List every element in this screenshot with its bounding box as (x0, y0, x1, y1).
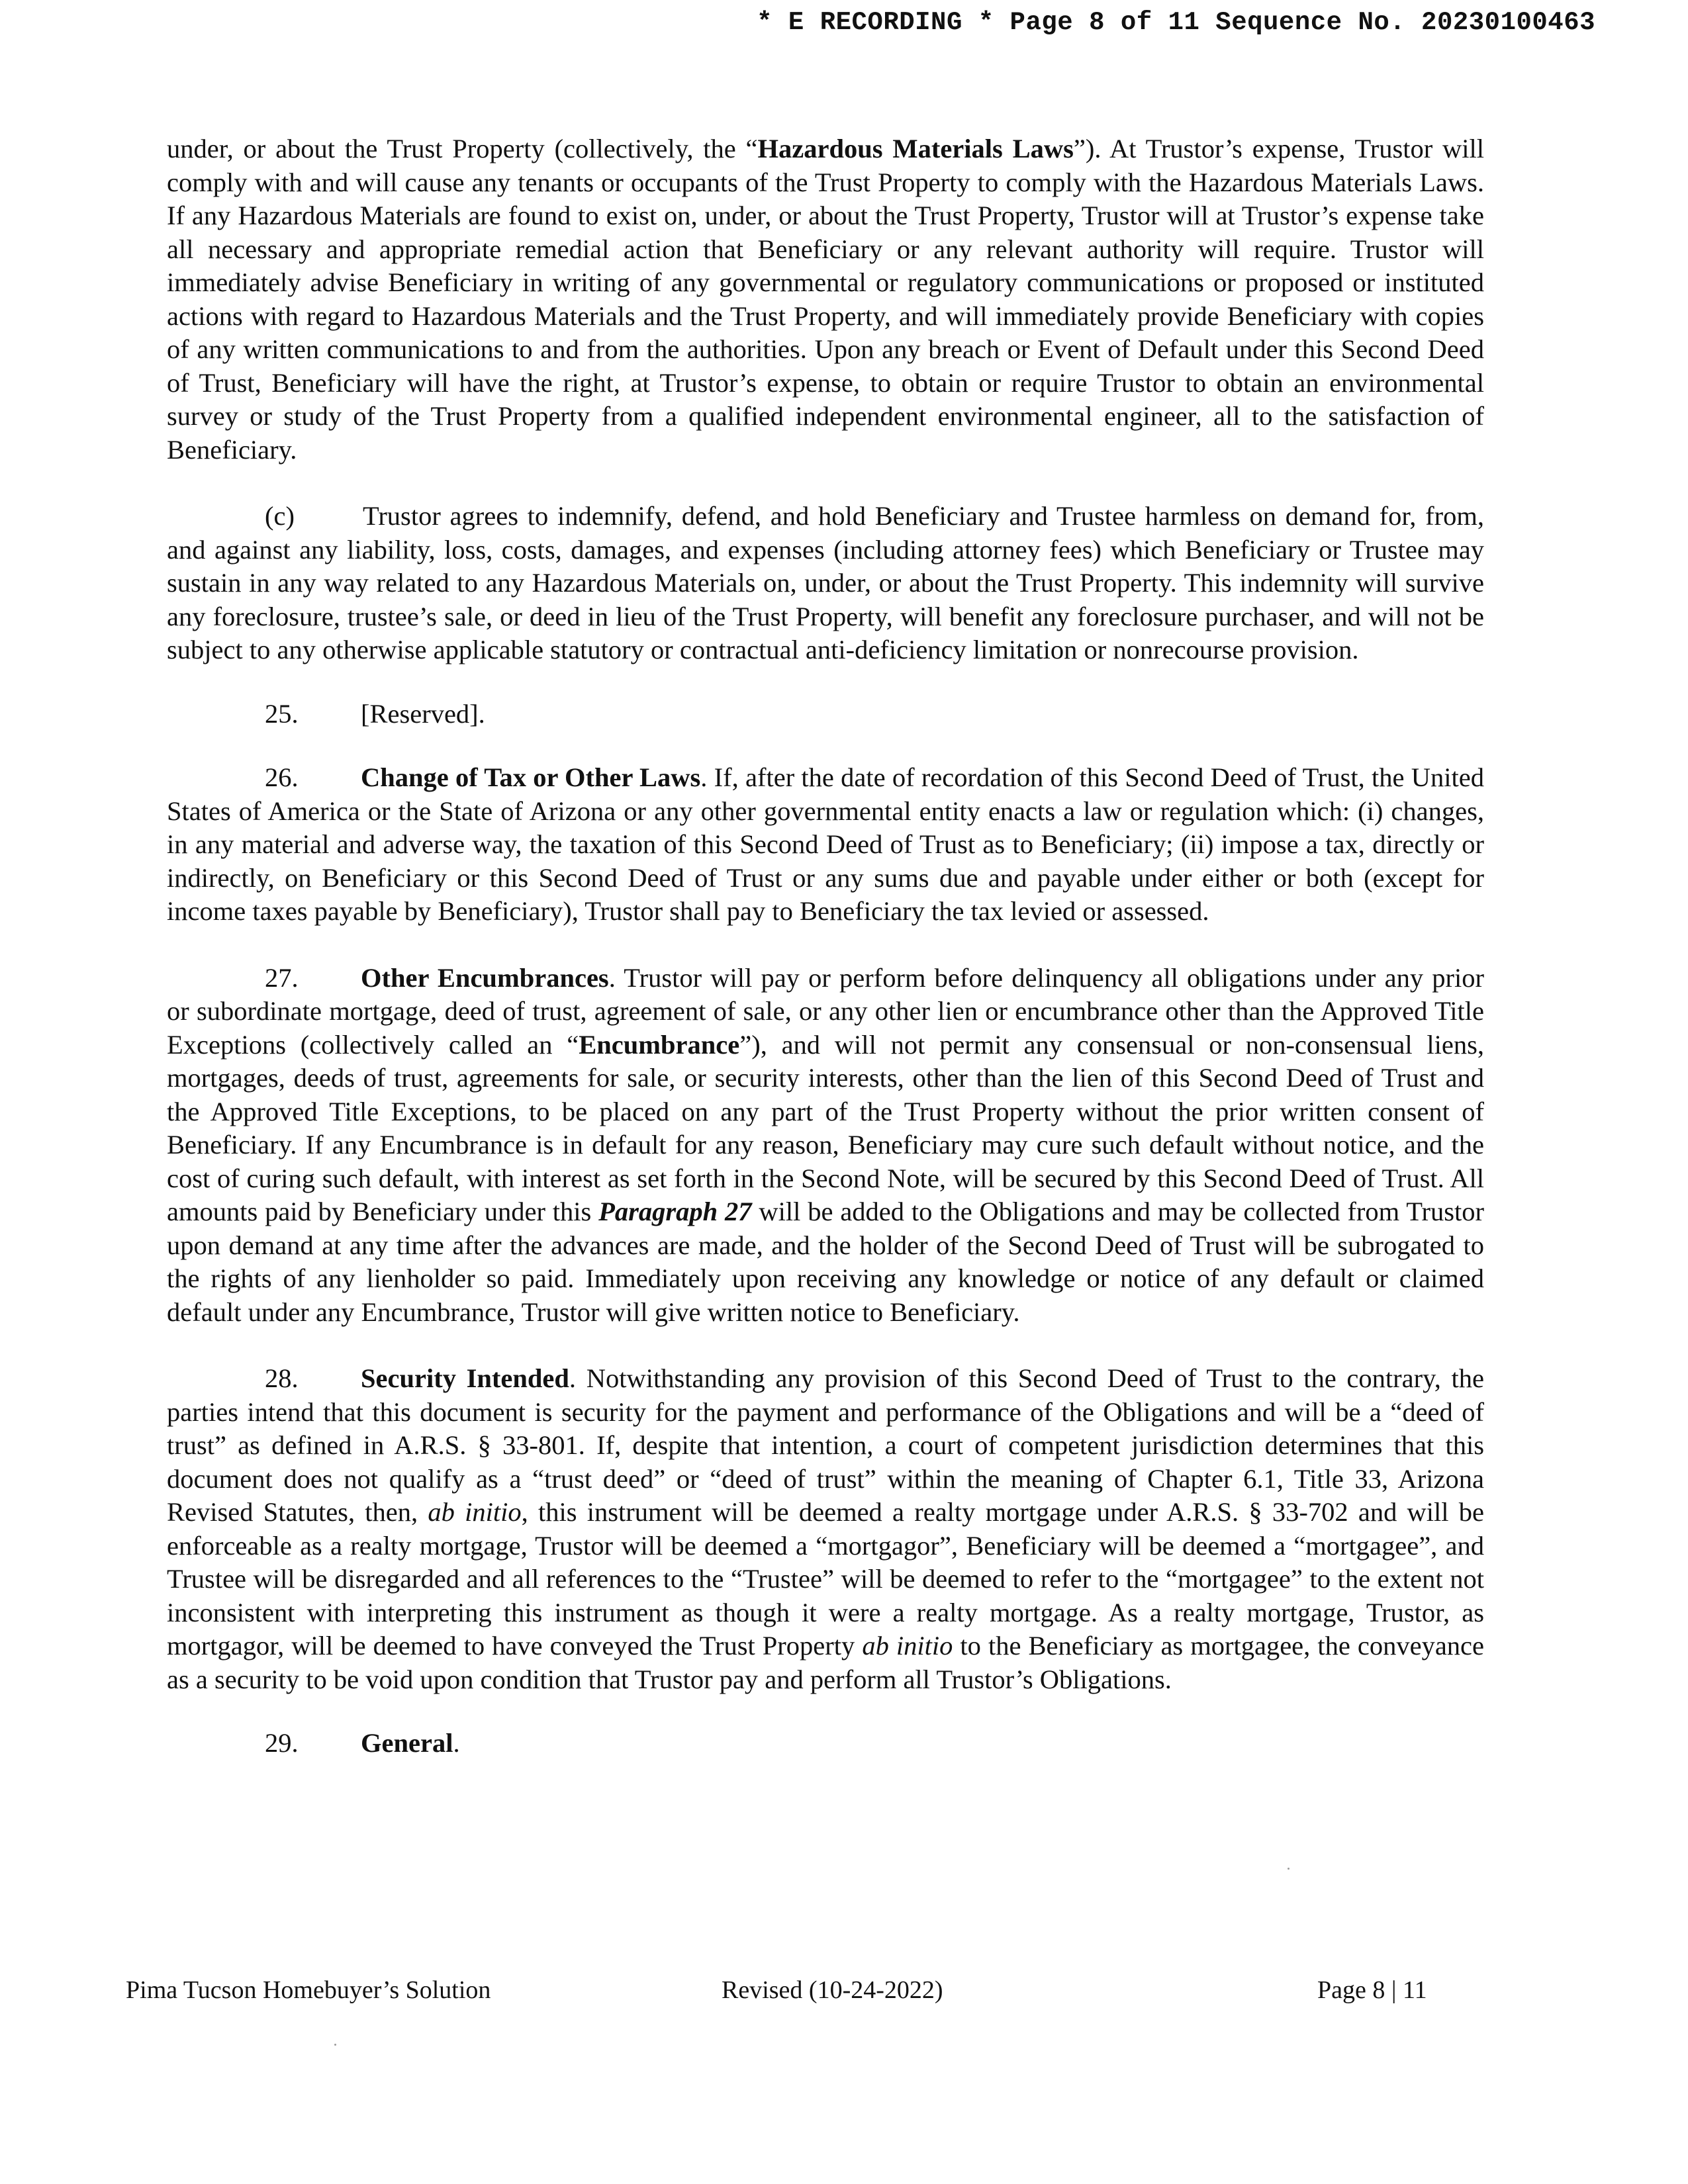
defined-term-hazardous-materials-laws: Hazardous Materials Laws (757, 134, 1074, 163)
paragraph-28 (167, 1362, 1484, 1696)
page-footer (0, 1976, 1688, 2015)
p27-text-1: . Trustor will pay or perform before delinquency all obligations under any prior or subordinate mortgage, deed of trust, agreement of sale, or any other lien or encumbrance other than the Approved Title Exceptions (collectively called an “ (167, 962, 1484, 1060)
footer-program-name: Pima Tucson Homebuyer’s Solution (126, 1976, 491, 2004)
paragraph-25-text: [Reserved]. (361, 698, 485, 729)
scan-speck (1288, 1868, 1289, 1870)
p27-text-3: will be added to the Obligations and may be collected from Trustor upon demand at any time after the advances are made, and the holder of the Second Deed of Trust will be subrogated to the rights of any lienholder so paid. Immediately upon receiving any knowledge or notice of any default or claimed default under any Encumbrance, Trustor will give written notice to Beneficiary. (167, 1197, 1484, 1327)
paragraph-29 (265, 1727, 1484, 1760)
latin-ab-initio-1: ab initio (428, 1497, 522, 1527)
paragraph-number-27: 27. (265, 962, 299, 993)
scan-speck (334, 2044, 336, 2046)
p28-text-1: . Notwithstanding any provision of this Second Deed of Trust to the contrary, the parties intend that this document is security for the payment and performance of the Obligations and will be a “deed of trust” as defined in A.R.S. § 33-801. If, despite that intention, a court of competent jurisdiction determines that this document does not qualify as a “trust deed” or “deed of trust” within the meaning of Chapter 6.1, Title 33, Arizona Revised Statutes, then, (167, 1363, 1484, 1527)
subparagraph-label-c: (c) (265, 501, 295, 531)
heading-change-of-tax: Change of Tax or Other Laws (361, 762, 701, 792)
heading-general: General (361, 1728, 453, 1758)
document-body (167, 132, 1484, 1760)
p28-text-2: , this instrument will be deemed a realty mortgage under A.R.S. § 33-702 and will be enforceable as a realty mortgage, Trustor will be deemed a “mortgagor”, Beneficiary will be deemed a “mortgagee”, and Trustee will be disregarded and all references to the “Trustee” will be deemed to refer to the “mortgagee” to the extent not inconsistent with interpreting this instrument as though it were a realty mortgage. As a realty mortgage, Trustor, as mortgagor, will be deemed to have conveyed the Trust Property (167, 1497, 1485, 1661)
footer-page-number: Page 8 | 11 (1317, 1976, 1427, 2004)
paragraph-number-26: 26. (265, 762, 299, 792)
paragraph-26 (167, 761, 1484, 929)
paragraph-27 (167, 962, 1484, 1330)
paragraph-c-text: Trustor agrees to indemnify, defend, and hold Beneficiary and Trustee harmless on demand for, from, and against any liability, loss, costs, damages, and expenses (including attorney fees) which Beneficiary or Trustee may sustain in any way related to any Hazardous Materials on, under, or about the Trust Property. This indemnity will survive any foreclosure, trustee’s sale, or deed in lieu of the Trust Property, will benefit any foreclosure purchaser, and will not be subject to any otherwise applicable statutory or contractual anti-deficiency limitation or nonrecourse provision. (167, 501, 1484, 664)
heading-security-intended: Security Intended (361, 1363, 569, 1393)
paragraph-hazardous-materials-continued (167, 132, 1484, 467)
paragraph-c-indemnity (167, 500, 1484, 667)
latin-ab-initio-2: ab initio (862, 1631, 953, 1661)
paragraph-number-25: 25. (265, 698, 299, 729)
paragraph-number-28: 28. (265, 1363, 299, 1393)
p27-text-2: ”), and will not permit any consensual or non-consensual liens, mortgages, deeds of trust, agreements for sale, or security interests, other than the lien of this Second Deed of Trust and the Approved Title Exceptions, to be placed on any part of the Trust Property without the prior written consent of Beneficiary. If any Encumbrance is in default for any reason, Beneficiary may cure such default without notice, and the cost of curing such default, with interest as set forth in the Second Note, will be secured by this Second Deed of Trust. All amounts paid by Beneficiary under this (167, 1029, 1484, 1226)
defined-term-encumbrance: Encumbrance (579, 1029, 740, 1060)
p1-text-1: under, or about the Trust Property (collectively, the “ (167, 134, 758, 163)
reference-paragraph-27: Paragraph 27 (598, 1197, 752, 1226)
paragraph-26-text: . If, after the date of recordation of this Second Deed of Trust, the United States of America or the State of Arizona or any other governmental entity enacts a law or regulation which: (i) changes, in any material and adverse way, the taxation of this Second Deed of Trust as to Beneficiary; (ii) impose a tax, directly or indirectly, on Beneficiary or this Second Deed of Trust or any sums due and payable under either or both (except for income taxes payable by Beneficiary), Trustor shall pay to Beneficiary the tax levied or assessed. (167, 762, 1484, 926)
p1-text-2: ”). At Trustor’s expense, Trustor will comply with and will cause any tenants or occupants of the Trust Property to comply with the Hazardous Materials Laws. If any Hazardous Materials are found to exist on, under, or about the Trust Property, Trustor will at Trustor’s expense take all necessary and appropriate remedial action that Beneficiary or any relevant authority will require. Trustor will immediately advise Beneficiary in writing of any governmental or regulatory communications or proposed or instituted actions with regard to Hazardous Materials and the Trust Property, and will immediately provide Beneficiary with copies of any written communications to and from the authorities. Upon any breach or Event of Default under this Second Deed of Trust, Beneficiary will have the right, at Trustor’s expense, to obtain or require Trustor to obtain an environmental survey or study of the Trust Property from a qualified independent environmental engineer, all to the satisfaction of Beneficiary. (167, 134, 1485, 465)
recording-header: * E RECORDING * Page 8 of 11 Sequence No. 20230100463 (757, 8, 1595, 37)
paragraph-25 (265, 698, 1484, 731)
paragraph-29-tail: . (453, 1728, 460, 1758)
paragraph-number-29: 29. (265, 1728, 299, 1758)
footer-revision-date: Revised (10-24-2022) (722, 1976, 943, 2004)
heading-other-encumbrances: Other Encumbrances (361, 962, 609, 993)
p28-text-3: to the Beneficiary as mortgagee, the conveyance as a security to be void upon condition that Trustor pay and perform all Trustor’s Obligations. (167, 1631, 1484, 1694)
